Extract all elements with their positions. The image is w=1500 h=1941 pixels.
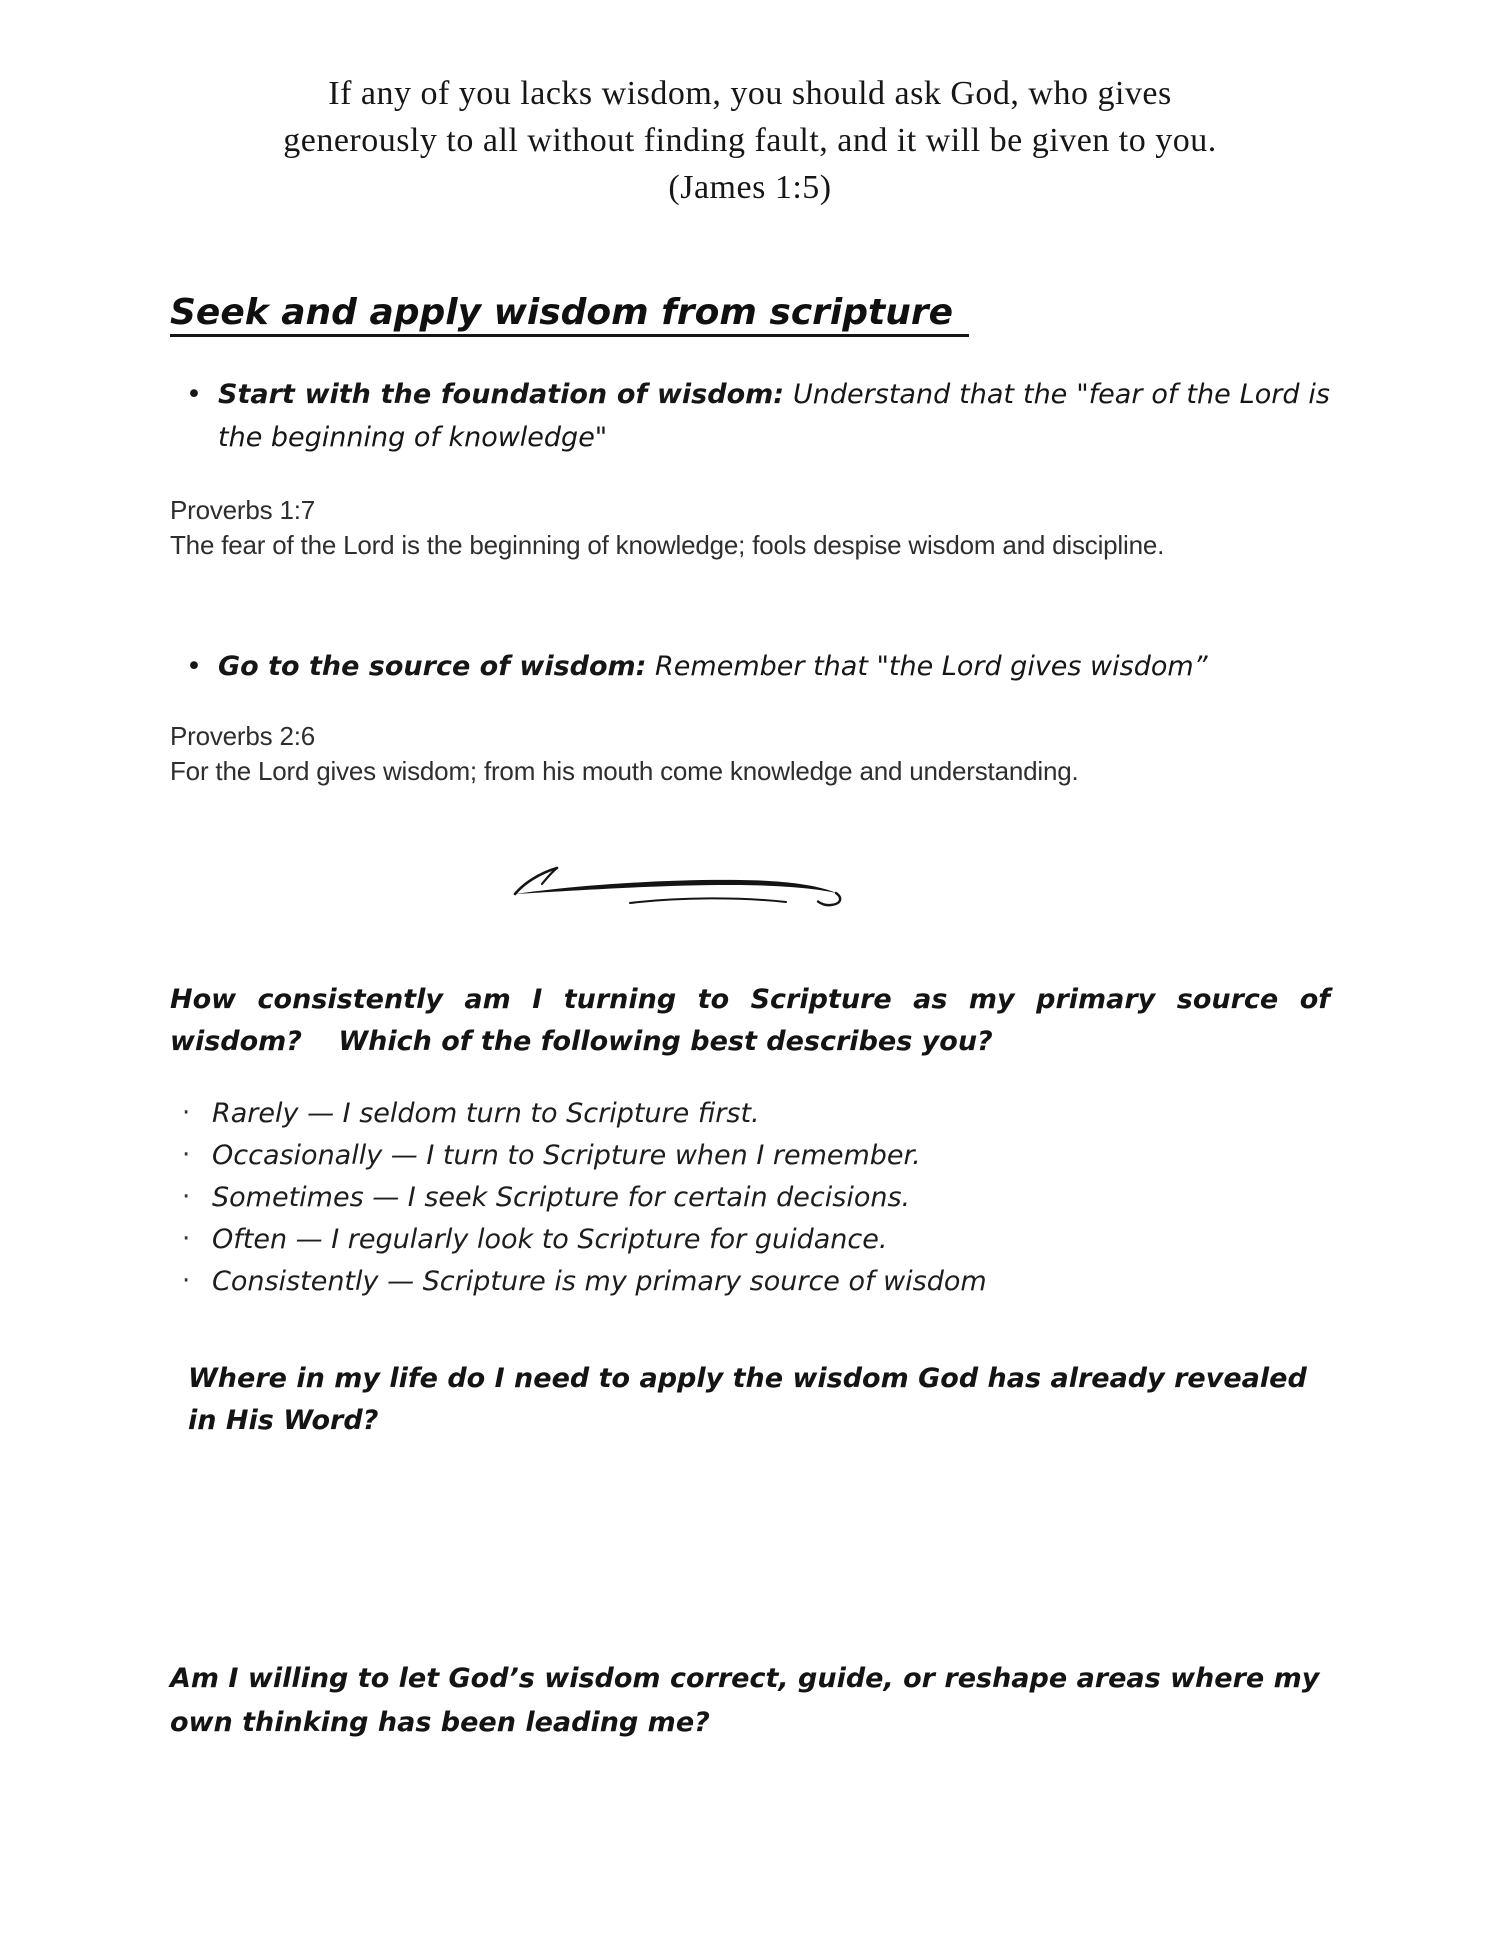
page-content [0, 70, 1500, 1745]
bullet-list [170, 645, 1330, 688]
scale-option-rarely: · Rarely — I seldom turn to Scripture first. [170, 1093, 1330, 1135]
verse-block [170, 719, 1330, 789]
quote-line: If any of you lacks wisdom, you should ask God, who gives [328, 75, 1172, 112]
scripture-quote [170, 70, 1330, 211]
assessment-options [170, 1093, 1330, 1303]
reflection-question-apply: Where in my life do I need to apply the wisdom God has already revealed in His Word? [188, 1363, 1307, 1436]
section-heading: Seek and apply wisdom from scripture [170, 291, 1330, 335]
quote-line: generously to all without finding fault, and it will be given to you. [283, 122, 1217, 159]
bullet-list [170, 373, 1330, 459]
verse-text: For the Lord gives wisdom; from his mouth come knowledge and understanding. [170, 756, 1079, 786]
verse-reference: Proverbs 1:7 [170, 495, 316, 525]
scale-option-occasionally: · Occasionally — I turn to Scripture when I remember. [170, 1135, 1330, 1177]
scale-option-consistently: · Consistently — Scripture is my primary source of wisdom [170, 1261, 1330, 1303]
scale-option-often: · Often — I regularly look to Scripture for guidance. [170, 1219, 1330, 1261]
bullet-point [170, 373, 1330, 459]
flourish-divider-icon [500, 853, 850, 909]
bullet-lead: Start with the foundation of wisdom: [218, 379, 785, 410]
bullet-rest: Remember that "the Lord gives wisdom” [646, 651, 1208, 682]
bullet-lead: Go to the source of wisdom: [218, 651, 647, 682]
bullet-point [170, 645, 1330, 688]
verse-block [170, 493, 1330, 563]
quote-reference: (James 1:5) [668, 169, 832, 206]
bullet-rest: Understand that the "fear of the Lord is the beginning of knowledge" [218, 379, 1330, 453]
reflection-question-willing: Am I willing to let God’s wisdom correct, guide, or reshape areas where my own thinking has been leading me? [170, 1663, 1320, 1738]
scale-option-sometimes: · Sometimes — I seek Scripture for certain decisions. [170, 1177, 1330, 1219]
verse-reference: Proverbs 2:6 [170, 721, 316, 751]
reflection-question-consistency: How consistently am I turning to Scripture as my primary source of wisdom? Which of the following best describes you? [170, 984, 1330, 1057]
verse-text: The fear of the Lord is the beginning of knowledge; fools despise wisdom and discipline. [170, 530, 1165, 560]
